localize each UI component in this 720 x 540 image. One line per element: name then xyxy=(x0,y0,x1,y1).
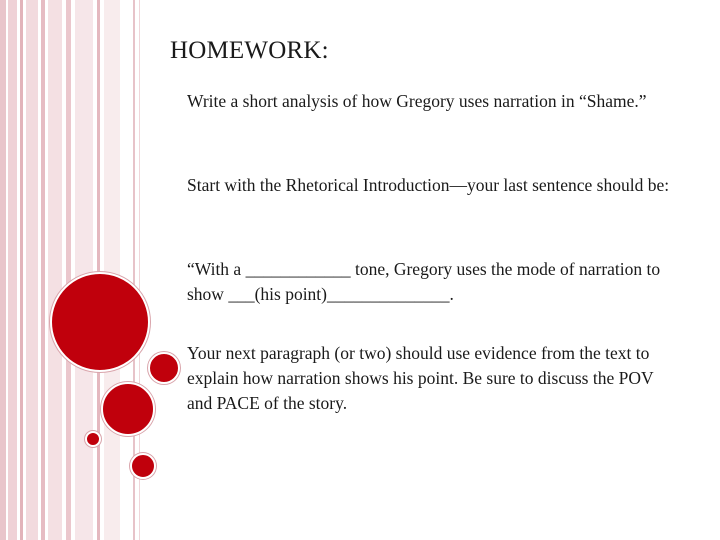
decorative-stripe-band xyxy=(0,0,125,540)
decorative-circle-medium xyxy=(148,352,180,384)
decorative-stripe xyxy=(41,0,45,540)
decorative-stripe xyxy=(48,0,62,540)
thesis-template-paragraph: “With a ____________ tone, Gregory uses the mode of narration to show ___(his point)______________. xyxy=(187,259,661,304)
decorative-circle-tiny xyxy=(85,431,101,447)
decorative-circle xyxy=(101,382,155,436)
decorative-stripe xyxy=(104,0,120,540)
decorative-stripe xyxy=(26,0,38,540)
decorative-stripe xyxy=(75,0,93,540)
decorative-stripe xyxy=(97,0,100,540)
decorative-circle-small xyxy=(130,453,156,479)
evidence-instruction-paragraph: Your next paragraph (or two) should use evidence from the text to explain how narration shows his point. Be sure to discuss the POV and PACE of the story. xyxy=(187,343,654,413)
decorative-stripe xyxy=(8,0,17,540)
decorative-stripe xyxy=(20,0,23,540)
decorative-stripe xyxy=(66,0,71,540)
decorative-circle-large xyxy=(50,272,150,372)
slide-title: HOMEWORK: xyxy=(170,37,329,64)
assignment-paragraph: Write a short analysis of how Gregory uses narration in “Shame.” xyxy=(187,91,647,111)
decorative-stripe xyxy=(0,0,6,540)
introduction-instruction-paragraph: Start with the Rhetorical Introduction—your last sentence should be: xyxy=(187,175,670,195)
